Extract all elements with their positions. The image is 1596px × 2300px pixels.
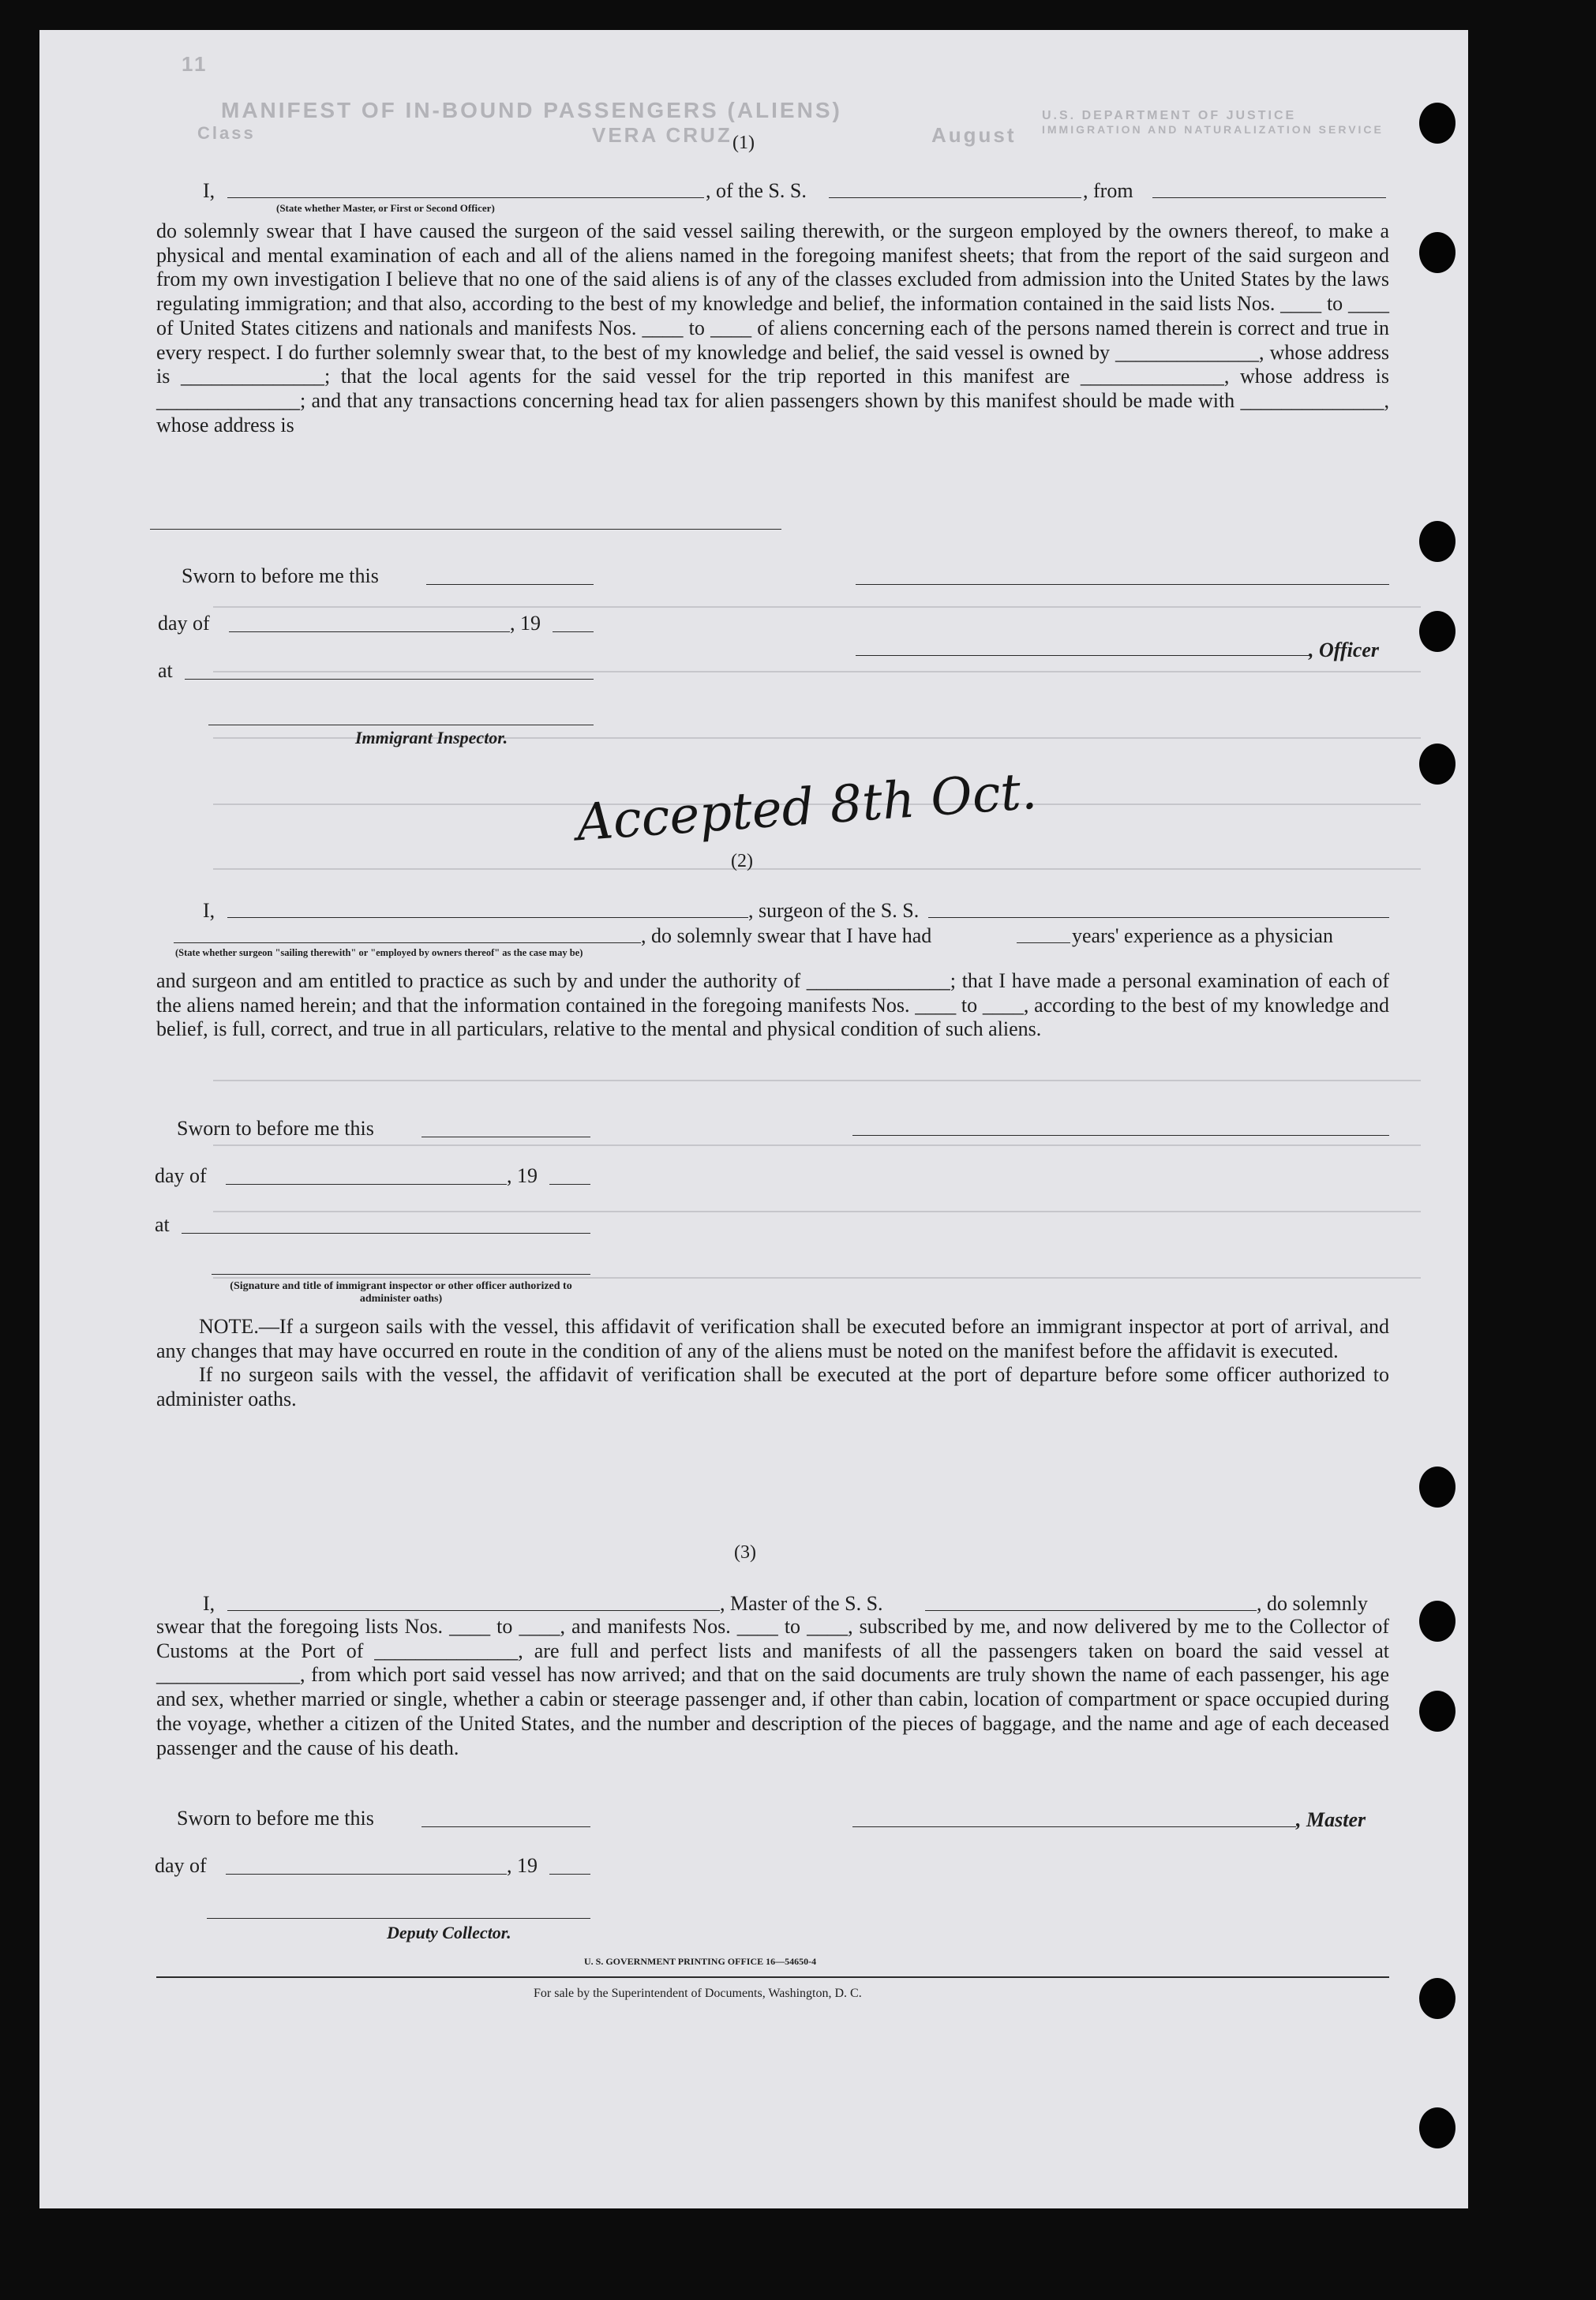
section-1-oath [156,219,1389,437]
bleed-rule [213,1080,1421,1081]
section-2-oath [156,969,1389,1042]
binder-hole [1419,744,1456,785]
day-of-label-3: day of [155,1854,207,1877]
section-1-number: (1) [732,133,755,153]
manifest-page [39,30,1468,2208]
sworn-label: Sworn to before me this [182,564,379,587]
section-3-oath-text: swear that the foregoing lists Nos. ____ to ____, and manifests Nos. ____ to ____, subscribed by me, and now delivered by me to the Collector of Customs at the Port of ______________, are full and perfect lists and manifests of all the passengers taken on board the said vessel at ______________, from which port said vessel has now arrived; and that on the said documents are truly shown the name of each passenger, his age and sex, whether married or single, whether a cabin or steerage passenger and, if other than cabin, location of compartment or space occupied during the voyage, whether a citizen of the United States, and the number and description of the pieces of baggage, and the name and age of each deceased passenger and the cause of his death. [156,1615,1389,1759]
section-1-i: I, [203,179,215,202]
surgeon-swear-label: , do solemnly swear that I have had [641,924,932,947]
master-name-field[interactable] [227,1610,720,1611]
officer-rank-note: (State whether Master, or First or Second Officer) [276,202,495,214]
surgeon-type-field[interactable] [174,942,641,943]
deputy-collector-label: Deputy Collector. [387,1923,511,1942]
years-experience-label: years' experience as a physician [1072,924,1333,947]
sworn-day-field-3[interactable] [421,1826,590,1827]
year-label-3: , 19 [507,1854,538,1877]
printer-imprint: U. S. GOVERNMENT PRINTING OFFICE 16—54650-4 [584,1956,817,1967]
year-label-2: , 19 [507,1164,538,1187]
bleed-service: IMMIGRATION AND NATURALIZATION SERVICE [1042,123,1384,136]
section-3-number: (3) [734,1542,756,1563]
address-field[interactable] [150,529,781,530]
master-signature-field[interactable] [852,1826,1296,1827]
sworn-day-field[interactable] [426,584,594,585]
section-1-oath-text: do solemnly swear that I have caused the surgeon of the said vessel sailing therewith, or the surgeon employed by the owners thereof, to make a physical and mental examination of each and all of the aliens named in the foregoing manifest sheets; that from the report of the said surgeon and from my own investigation I believe that no one of the said aliens is of any of the classes excluded from admission into the United States by the laws regulating immigration; and that also, according to the best of my knowledge and belief, the information contained in the said lists Nos. ____ to ____ of United States citizens and nationals and manifests Nos. ____ to ____ of aliens concerning each of the persons named therein is correct and true in every respect. I do further solemnly swear that, to the best of my knowledge and belief, the said vessel is owned by ______________, whose address is ______________; that the local agents for the said vessel for the trip reported in this manifest are ______________, whose address is ______________; and that any transactions concerning head tax for alien passengers shown by this manifest should be made with ______________, whose address is [156,219,1389,436]
at-label-2: at [155,1213,170,1236]
surgeon-type-note: (State whether surgeon "sailing therewith" or "employed by owners thereof" as the case may be) [175,947,583,958]
surgeon-name-field[interactable] [227,917,748,918]
bleed-port: VERA CRUZ [592,123,732,147]
bleed-dept: U.S. DEPARTMENT OF JUSTICE [1042,109,1297,122]
bleed-month: August [931,123,1017,147]
at-place-field-2[interactable] [182,1233,590,1234]
bleed-rule [213,606,1421,608]
vessel-name-field[interactable] [829,197,1081,198]
binder-hole [1419,611,1456,652]
binder-hole [1419,1467,1456,1508]
immigrant-inspector-label: Immigrant Inspector. [355,728,508,747]
vessel-label: , of the S. S. [706,179,807,202]
officer-signature-field[interactable] [856,584,1389,585]
bleed-rule [213,1144,1421,1146]
year-field-3[interactable] [549,1874,590,1875]
master-label: , Master [1296,1808,1366,1831]
administering-officer-field[interactable] [212,1274,590,1275]
sworn-label-2: Sworn to before me this [177,1117,374,1140]
section-2-oath-text: and surgeon and am entitled to practice as such by and under the authority of ______________; that I have made a personal examination of each of the aliens named herein; and that the information contained in the foregoing manifests Nos. ____ to ____, according to the best of my knowledge and belief, is full, correct, and true in all particulars, relative to the mental and physical condition of such aliens. [156,969,1389,1041]
bleed-rule [213,671,1421,672]
bleed-rule [213,868,1421,870]
solemnly-label: , do solemnly [1257,1592,1368,1615]
at-label: at [158,659,173,682]
officer-name-field[interactable] [227,197,704,198]
section-2-number: (2) [731,851,753,871]
surgeon-vessel-field[interactable] [928,917,1389,918]
year-field[interactable] [553,631,594,632]
bleed-class: Class [197,123,256,143]
section-3-i: I, [203,1592,215,1615]
at-place-field[interactable] [185,679,594,680]
day-of-field-2[interactable] [226,1184,507,1185]
binder-hole [1419,232,1456,273]
binder-hole [1419,521,1456,562]
note-text: NOTE.—If a surgeon sails with the vessel, this affidavit of verification shall be executed before an immigrant inspector at port of arrival, and any changes that may have occurred en route in the condition of any of the aliens must be noted on the manifest before the affidavit is executed. [156,1315,1389,1362]
from-label: , from [1083,179,1133,202]
years-experience-field[interactable] [1017,942,1070,943]
officer-title-field[interactable] [856,655,1309,656]
binder-hole [1419,1691,1456,1732]
footer-text: For sale by the Superintendent of Documents, Washington, D. C. [534,1987,862,2000]
handwritten-note: Accepted 8th Oct. [575,762,1039,853]
master-vessel-field[interactable] [925,1610,1257,1611]
note-block [156,1315,1389,1412]
officer-label: , Officer [1309,639,1380,661]
signature-note-text: (Signature and title of immigrant inspector or other officer authorized to administer oaths) [230,1280,572,1305]
footer-rule [156,1976,1389,1978]
day-of-field-3[interactable] [226,1874,507,1875]
note-text-2: If no surgeon sails with the vessel, the affidavit of verification shall be executed at the port of departure before some officer authorized to administer oaths. [156,1363,1389,1411]
section-3-oath [156,1615,1389,1760]
master-vessel-label: , Master of the S. S. [720,1592,883,1615]
surgeon-signature-field[interactable] [852,1135,1389,1136]
from-port-field[interactable] [1152,197,1386,198]
surgeon-vessel-label: , surgeon of the S. S. [748,899,920,922]
bleed-rule [213,1277,1421,1279]
deputy-collector-field[interactable] [207,1918,590,1919]
bleed-title: MANIFEST OF IN-BOUND PASSENGERS (ALIENS) [221,98,842,122]
binder-hole [1419,1978,1456,2019]
bleed-rule [213,1211,1421,1212]
day-of-field[interactable] [229,631,510,632]
binder-hole [1419,2107,1456,2148]
day-of-label-2: day of [155,1164,207,1187]
section-2-i: I, [203,899,215,922]
binder-hole [1419,1601,1456,1642]
signature-note [212,1280,590,1305]
day-of-label: day of [158,612,210,635]
binder-hole [1419,103,1456,144]
page-number: 11 [182,52,208,76]
sworn-label-3: Sworn to before me this [177,1807,374,1830]
year-field-2[interactable] [549,1184,590,1185]
year-label: , 19 [510,612,541,635]
